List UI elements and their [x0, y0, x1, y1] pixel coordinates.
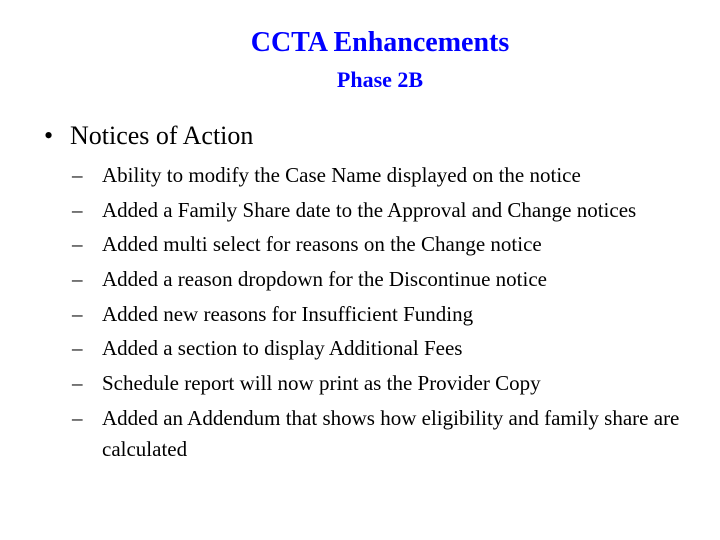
sub-bullet-text: Added a section to display Additional Fees: [102, 336, 463, 361]
dash-icon: –: [72, 301, 83, 326]
sub-bullet-text: Ability to modify the Case Name displayed on the notice: [102, 163, 581, 187]
sub-bullet-item: [72, 299, 712, 331]
dash-icon: –: [72, 336, 83, 361]
dash-icon: –: [72, 371, 83, 396]
bullet-dot-icon: •: [44, 121, 54, 150]
sub-bullet-item: [72, 160, 712, 192]
dash-icon: –: [72, 267, 83, 292]
sub-bullet-item: [72, 264, 712, 296]
bullet-notices-of-action: [44, 120, 253, 152]
sub-bullet-list: [72, 160, 712, 469]
sub-bullet-item: [72, 368, 712, 400]
sub-bullet-text: Schedule report will now print as the Provider Copy: [102, 371, 541, 396]
sub-bullet-text: Added an Addendum that shows how eligibility and family share are calculated: [102, 405, 680, 462]
dash-icon: –: [72, 232, 83, 257]
dash-icon: –: [72, 163, 83, 187]
sub-bullet-item: [72, 195, 712, 227]
sub-bullet-text: Added new reasons for Insufficient Funding: [102, 301, 474, 326]
bullet-main-text: Notices of Action: [70, 121, 254, 150]
slide-subtitle: Phase 2B: [336, 67, 424, 92]
slide-title: CCTA Enhancements: [250, 27, 510, 58]
sub-bullet-text: Added a reason dropdown for the Discontinue notice: [102, 267, 547, 292]
sub-bullet-item: [72, 333, 712, 365]
sub-bullet-item: [72, 229, 712, 261]
dash-icon: –: [72, 197, 83, 222]
sub-bullet-text: Added multi select for reasons on the Change notice: [102, 232, 542, 257]
dash-icon: –: [72, 405, 83, 430]
sub-bullet-item: [72, 403, 712, 466]
sub-bullet-text: Added a Family Share date to the Approval and Change notices: [102, 197, 637, 222]
